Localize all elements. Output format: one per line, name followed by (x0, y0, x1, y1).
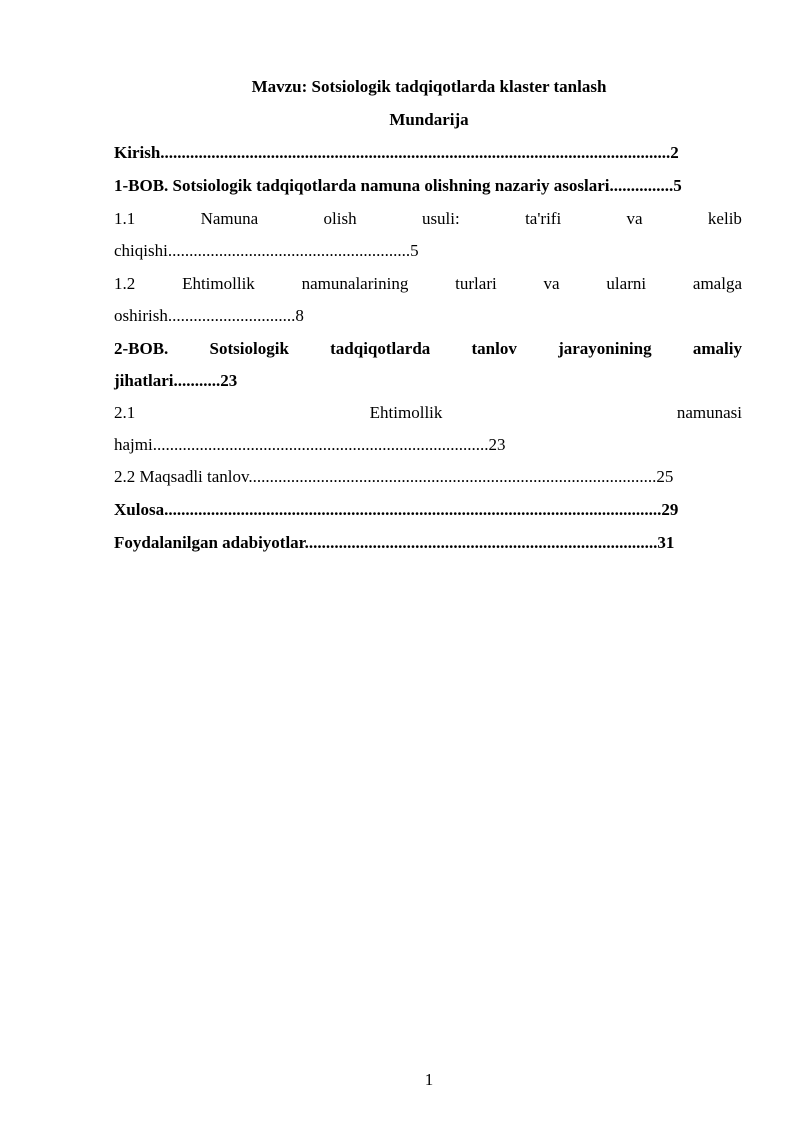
toc-word: ta'rifi (525, 209, 562, 228)
toc-word: 1.1 (114, 209, 136, 228)
toc-entry-2-1 (114, 402, 742, 424)
page-number: 1 (424, 1070, 434, 1089)
toc-word: namunalarining (301, 274, 409, 293)
toc-word: Namuna (200, 209, 259, 228)
toc-word: Ehtimollik (182, 274, 255, 293)
toc-word: olish (323, 209, 357, 228)
toc-word: 2-BOB. (114, 339, 169, 358)
toc-word: va (543, 274, 560, 293)
toc-word: namunasi (676, 403, 742, 422)
toc-word: va (626, 209, 643, 228)
document-title: Mavzu: Sotsiologik tadqiqotlarda klaster tanlash (251, 77, 607, 96)
toc-entry-1-1-continuation: chiqishi.........................................................5 (114, 241, 419, 260)
toc-entry-adabiyotlar: Foydalanilgan adabiyotlar...................................................................................31 (114, 533, 675, 552)
toc-word: jarayonining (558, 339, 652, 358)
toc-entry-kirish: Kirish........................................................................................................................2 (114, 143, 679, 162)
toc-entry-1-2 (114, 273, 742, 295)
toc-word: usuli: (421, 209, 460, 228)
toc-entry-bob1: 1-BOB. Sotsiologik tadqiqotlarda namuna olishning nazariy asoslari...............5 (114, 176, 682, 195)
toc-entry-bob2 (114, 338, 742, 360)
toc-word: kelib (707, 209, 742, 228)
toc-word: tadqiqotlarda (330, 339, 431, 358)
toc-entry-2-1-continuation: hajmi...............................................................................23 (114, 435, 506, 454)
toc-entry-2-2: 2.2 Maqsadli tanlov................................................................................................25 (114, 467, 674, 486)
toc-word: tanlov (471, 339, 517, 358)
toc-heading: Mundarija (389, 110, 469, 129)
toc-entry-1-1 (114, 208, 742, 230)
toc-word: amalga (692, 274, 742, 293)
toc-word: Sotsiologik (209, 339, 289, 358)
toc-word: turlari (455, 274, 497, 293)
toc-word: ularni (606, 274, 647, 293)
toc-word: amaliy (692, 339, 742, 358)
toc-word: Ehtimollik (369, 403, 443, 422)
toc-word: 1.2 (114, 274, 136, 293)
toc-entry-1-2-continuation: oshirish..............................8 (114, 306, 304, 325)
toc-entry-xulosa: Xulosa.....................................................................................................................29 (114, 500, 679, 519)
toc-entry-bob2-continuation: jihatlari...........23 (114, 371, 238, 390)
toc-word: 2.1 (114, 403, 136, 422)
